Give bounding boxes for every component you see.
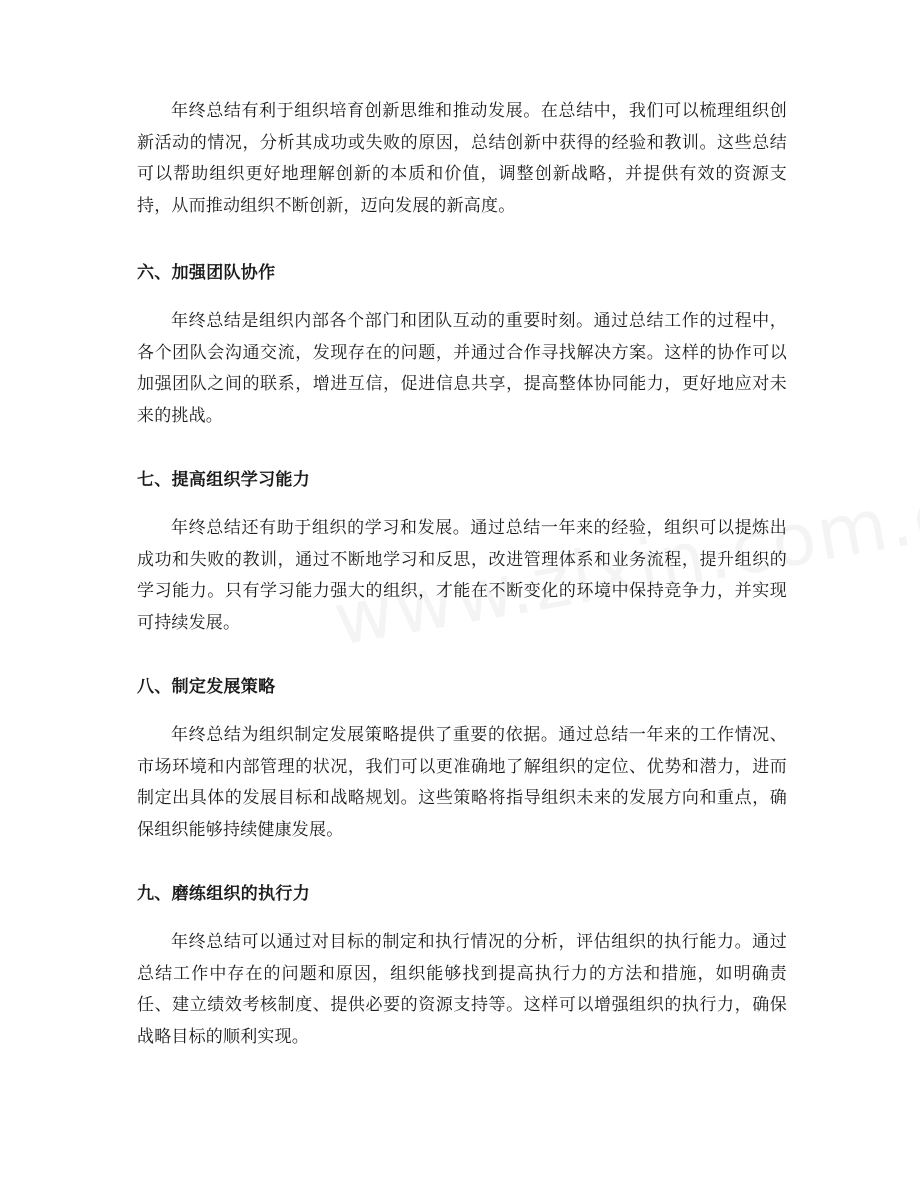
- section-body-8: 年终总结为组织制定发展策略提供了重要的依据。通过总结一年来的工作情况、市场环境和内部管理的状况，我们可以更准确地了解组织的定位、优势和潜力，进而制定出具体的发展目标和战略规划。这些策略将指导组织未来的发展方向和重点，确保组织能够持续健康发展。: [137, 725, 787, 840]
- section-heading-8: 八、制定发展策略: [137, 677, 276, 697]
- intro-paragraph: 年终总结有利于组织培育创新思维和推动发展。在总结中，我们可以梳理组织创新活动的情况，分析其成功或失败的原因，总结创新中获得的经验和教训。这些总结可以帮助组织更好地理解创新的本质和价值，调整创新战略，并提供有效的资源支持，从而推动组织不断创新，迈向发展的新高度。: [137, 101, 787, 216]
- document-page: [137, 96, 787, 1053]
- section-body-9: 年终总结可以通过对目标的制定和执行情况的分析，评估组织的执行能力。通过总结工作中存在的问题和原因，组织能够找到提高执行力的方法和措施，如明确责任、建立绩效考核制度、提供必要的资源支持等。这样可以增强组织的执行力，确保战略目标的顺利实现。: [137, 932, 787, 1047]
- section-heading-9: 九、磨练组织的执行力: [137, 884, 310, 904]
- section-heading-7: 七、提高组织学习能力: [137, 470, 310, 490]
- section-heading-6: 六、加强团队协作: [137, 263, 276, 283]
- section-body-7: 年终总结还有助于组织的学习和发展。通过总结一年来的经验，组织可以提炼出成功和失败的教训，通过不断地学习和反思，改进管理体系和业务流程，提升组织的学习能力。只有学习能力强大的组织，才能在不断变化的环境中保持竞争力，并实现可持续发展。: [137, 518, 787, 633]
- section-body-6: 年终总结是组织内部各个部门和团队互动的重要时刻。通过总结工作的过程中，各个团队会沟通交流，发现存在的问题，并通过合作寻找解决方案。这样的协作可以加强团队之间的联系，增进互信，促进信息共享，提高整体协同能力，更好地应对未来的挑战。: [137, 311, 787, 426]
